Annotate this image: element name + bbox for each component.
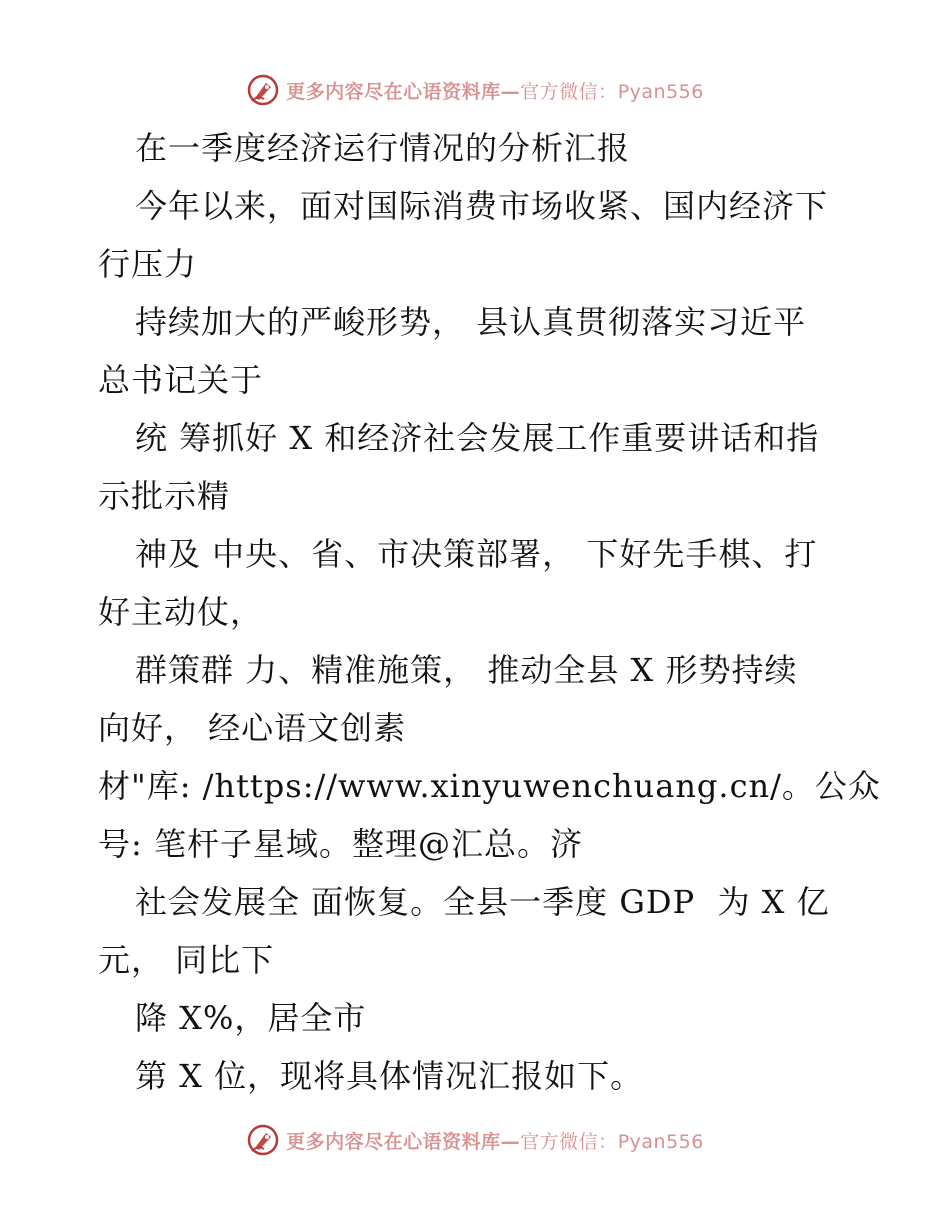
pen-nib-logo-icon (246, 73, 280, 107)
document-title: 在一季度经济运行情况的分析汇报 (135, 129, 631, 167)
paragraph-line: 材"库: /https://www.xinyuwenchuang.cn/。公众 (98, 767, 881, 805)
paragraph-line: 第 X 位，现将具体情况汇报如下。 (135, 1057, 644, 1095)
watermark-group (246, 1123, 704, 1157)
watermark-wechat-label: 官方微信： (520, 1130, 618, 1153)
watermark-wechat-id: Pyan556 (617, 80, 704, 103)
paragraph-line: 今年以来，面对国际消费市场收紧、国内经济下 (135, 187, 829, 225)
watermark-dash: — (500, 1130, 521, 1153)
paragraph-line: 示批示精 (98, 477, 231, 515)
paragraph-line: 降 X%，居全市 (135, 999, 367, 1037)
watermark-site-name: 更多内容尽在心语资料库 (286, 80, 501, 103)
watermark-wechat-label: 官方微信： (520, 80, 618, 103)
watermark-site-name: 更多内容尽在心语资料库 (286, 1130, 501, 1153)
paragraph-line: 神及 中央、省、市决策部署， 下好先手棋、打 (135, 535, 818, 573)
paragraph-line: 总书记关于 (98, 361, 264, 399)
watermark-group (246, 73, 704, 107)
paragraph-line: 号: 笔杆子星域。整理@汇总。济 (98, 825, 583, 863)
paragraph-line: 群策群 力、精准施策， 推动全县 X 形势持续 (135, 651, 798, 689)
watermark-text (286, 1127, 704, 1154)
paragraph-line: 好主动仗， (98, 593, 264, 631)
paragraph-line: 统 筹抓好 X 和经济社会发展工作重要讲话和指 (135, 419, 820, 457)
paragraph-line: 社会发展全 面恢复。全县一季度 GDP 为 X 亿 (135, 883, 830, 921)
watermark-wechat-id: Pyan556 (617, 1130, 704, 1153)
paragraph-line: 持续加大的严峻形势， 县认真贯彻落实习近平 (135, 303, 807, 341)
paragraph-line: 行压力 (98, 245, 198, 283)
watermark-dash: — (500, 80, 521, 103)
header-watermark-banner (0, 70, 950, 110)
watermark-text (286, 77, 704, 104)
paragraph-line: 元， 同比下 (98, 941, 275, 979)
pen-nib-logo-icon (246, 1123, 280, 1157)
footer-watermark-banner (0, 1120, 950, 1160)
paragraph-line: 向好， 经心语文创素 (98, 709, 407, 747)
